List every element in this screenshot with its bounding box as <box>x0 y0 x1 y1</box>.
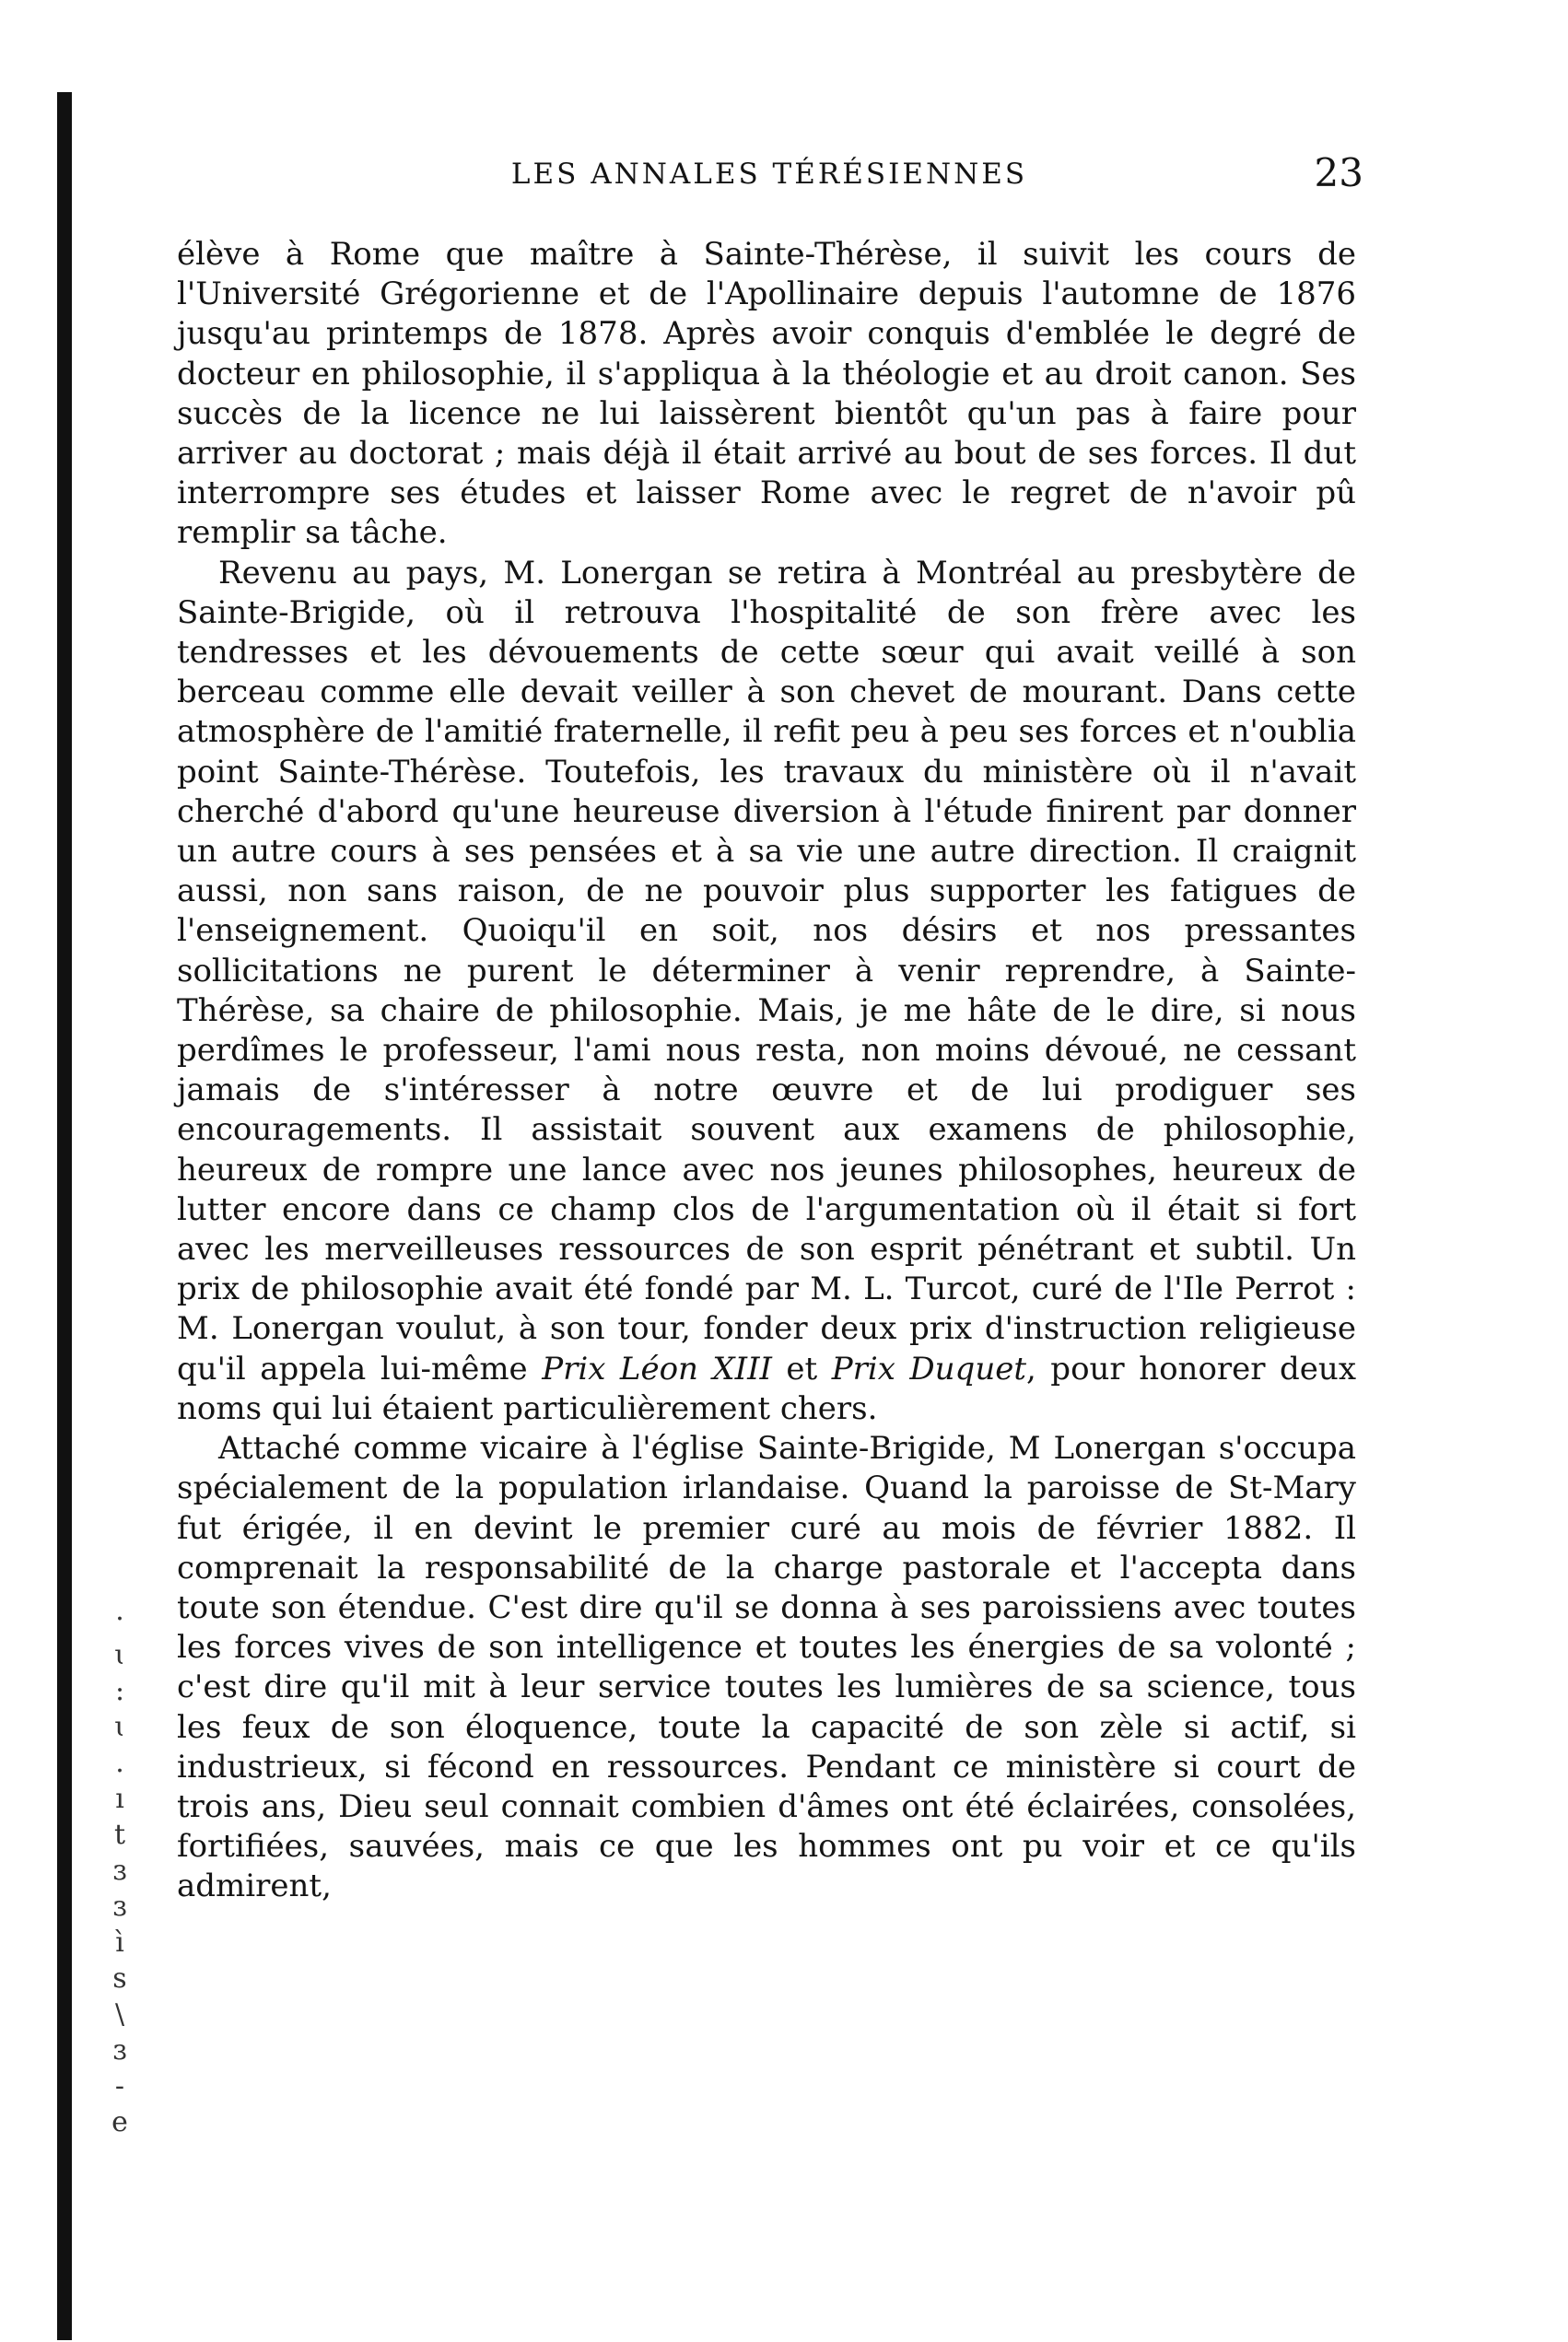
body-text <box>177 235 1356 1907</box>
margin-marks <box>92 1603 147 2156</box>
margin-mark: ɜ <box>112 2034 127 2067</box>
margin-mark: \ <box>114 1998 125 2031</box>
paragraph-2-ending: , pour honorer deux noms qui lui étaient particulièrement chers. <box>177 1350 1357 1427</box>
margin-mark: : <box>114 1675 125 1707</box>
page-number: 23 <box>1314 150 1363 195</box>
margin-mark: s <box>112 1962 127 1995</box>
paragraph-2-conjunction: et <box>771 1350 832 1388</box>
prize-name-duquet: Prix Duquet <box>831 1350 1026 1388</box>
margin-mark: - <box>114 2070 125 2102</box>
margin-mark: e <box>111 2106 128 2138</box>
margin-mark: ɜ <box>112 1855 127 1887</box>
margin-mark: · <box>115 1603 124 1635</box>
running-title: LES ANNALES TÉRÉSIENNES <box>510 158 1028 191</box>
margin-mark: ɩ <box>114 1639 125 1671</box>
page-header <box>175 150 1363 205</box>
paragraph-3: Attaché comme vicaire à l'église Sainte-Brigide, M Lonergan s'occupa spécialement de la population irlandaise. Quand la paroisse de St-Mary fut érigée, il en devint le premier curé au mois de février 1882. Il comprenait la responsabilité de la charge pastorale et l'accepta dans toute son étendue. C'est dire qu'il se donna à ses paroissiens avec toutes les forces vives de son intelligence et toutes les énergies de sa volonté ; c'est dire qu'il mit à leur service toutes les lumières de sa science, tous les feux de son éloquence, toute la capacité de son zèle si actif, si industrieux, si fécond en ressources. Pendant ce ministère si court de trois ans, Dieu seul connait combien d'âmes ont été éclairées, consolées, fortifiées, sauvées, mais ce que les hommes ont pu voir et ce qu'ils admirent, <box>177 1430 1356 1905</box>
margin-mark: ɜ <box>112 1891 127 1923</box>
margin-mark: ì <box>115 1926 124 1959</box>
prize-name-leon: Prix Léon XIII <box>542 1350 772 1388</box>
paragraph-2 <box>177 554 1356 1429</box>
margin-mark: t <box>113 1819 126 1851</box>
margin-mark: . <box>115 1747 124 1779</box>
paragraph-2-text: Revenu au pays, M. Lonergan se retira à Montréal au presbytère de Sainte-Brigide, où il retrouva l'hospitalité de son frère avec les tendresses et les dévouements de cette sœur qui avait veillé à son berceau comme elle devait veiller à son chevet de mourant. Dans cette atmosphère de l'amitié fraternelle, il refit peu à peu ses forces et n'oublia point Sainte-Thérèse. Toutefois, les travaux du ministère où il n'avait cherché d'abord qu'une heureuse diversion à l'étude finirent par donner un autre cours à ses pensées et à sa vie une autre direction. Il craignit aussi, non sans raison, de ne pouvoir plus supporter les fatigues de l'enseignement. Quoiqu'il en soit, nos désirs et nos pressantes sollicitations ne purent le déterminer à venir reprendre, à Sainte-Thérèse, sa chaire de philosophie. Mais, je me hâte de le dire, si nous perdîmes le professeur, l'ami nous resta, non moins dévoué, ne cessant jamais de s'intéresser à notre œuvre et de lui prodiguer ses encouragements. Il assistait souvent aux examens de philosophie, heureux de rompre une lance avec nos jeunes philosophes, heureux de lutter encore dans ce champ clos de l'argumentation où il était si fort avec les merveilleuses ressources de son esprit pénétrant et subtil. Un prix de philosophie avait été fondé par M. L. Turcot, curé de l'Ile Perrot : M. Lonergan voulut, à son tour, fonder deux prix d'instruction religieuse qu'il appela lui-même <box>177 554 1356 1388</box>
margin-mark: ɩ <box>114 1711 125 1743</box>
paragraph-1: élève à Rome que maître à Sainte-Thérèse, il suivit les cours de l'Université Grégorienne et de l'Apollinaire depuis l'automne de 1876 jusqu'au printemps de 1878. Après avoir conquis d'emblée le degré de docteur en philosophie, il s'appliqua à la théologie et au droit canon. Ses succès de la licence ne lui laissèrent bientôt qu'un pas à faire pour arriver au doctorat ; mais déjà il était arrivé au bout de ses forces. Il dut interrompre ses études et laisser Rome avec le regret de n'avoir pû remplir sa tâche. <box>177 236 1356 552</box>
binding-edge-line <box>57 92 72 2340</box>
margin-mark: ı <box>115 1783 124 1815</box>
